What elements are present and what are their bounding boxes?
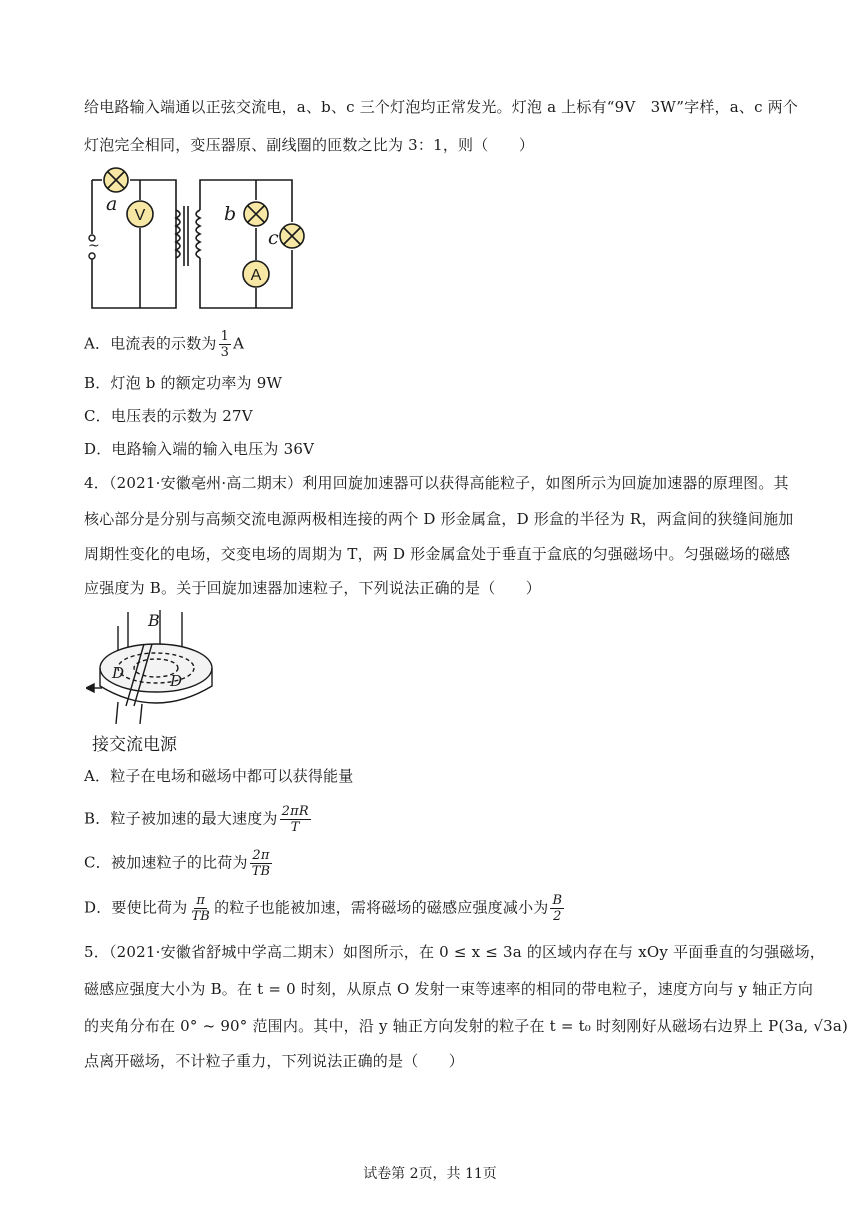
q5-line2: 磁感应强度大小为 B。在 t = 0 时刻，从原点 O 发射一束等速率的相同的带电粒子，速度方向与 y 轴正方向 bbox=[84, 980, 814, 998]
q5-line3: 的夹角分布在 0° ~ 90° 范围内。其中，沿 y 轴正方向发射的粒子在 t = t₀ 时刻刚好从磁场右边界上 P(3a, √3a) bbox=[84, 1017, 849, 1035]
q3-stem-line1: 给电路输入端通以正弦交流电，a、b、c 三个灯泡均正常发光。灯泡 a 上标有“9V 3W”字样，a、c 两个 bbox=[84, 98, 799, 116]
fraction-B-over-2 bbox=[550, 893, 564, 924]
q3-option-c[interactable]: C．电压表的示数为 27V bbox=[84, 407, 253, 425]
transformer-circuit-figure bbox=[84, 166, 314, 316]
q4-line2: 核心部分是分别与高频交流电源两极相连接的两个 D 形金属盒，D 形盒的半径为 R，两盒间的狭缝间施加 bbox=[84, 510, 794, 528]
frac-num: B bbox=[552, 893, 563, 908]
label-c: c bbox=[268, 227, 279, 249]
frac-num: 2π bbox=[252, 848, 270, 863]
label-b: b bbox=[224, 203, 237, 225]
q4-line3: 周期性变化的电场，交变电场的周期为 T，两 D 形金属盒处于垂直于盒底的匀强磁场中。匀强磁场的磁感 bbox=[84, 545, 791, 563]
frac-den: 3 bbox=[220, 345, 230, 360]
q4-line1: 4．（2021·安徽亳州·高二期末）利用回旋加速器可以获得高能粒子，如图所示为回旋加速器的原理图。其 bbox=[84, 474, 789, 492]
voltmeter-icon bbox=[127, 201, 153, 227]
q3-stem-line2: 灯泡完全相同，变压器原、副线圈的匝数之比为 3：1，则（ ） bbox=[84, 136, 535, 154]
q3-option-a-unit: A bbox=[233, 334, 245, 353]
q4-option-c-text: C．被加速粒子的比荷为 bbox=[84, 853, 248, 872]
frac-den: TB bbox=[191, 909, 211, 924]
ac-source-symbol: ~ bbox=[88, 238, 100, 254]
q4-option-d-middle: 的粒子也能被加速，需将磁场的磁感应强度减小为 bbox=[214, 898, 549, 917]
lamp-a-icon bbox=[104, 168, 128, 192]
lamp-c-icon bbox=[280, 224, 304, 248]
q4-option-c[interactable] bbox=[84, 848, 274, 879]
q5-line1: 5．（2021·安徽省舒城中学高二期末）如图所示，在 0 ≤ x ≤ 3a 的区域内存在与 xOy 平面垂直的匀强磁场， bbox=[84, 943, 825, 961]
q3-option-a[interactable] bbox=[84, 329, 244, 360]
label-B: B bbox=[148, 611, 160, 630]
ammeter-label: A bbox=[250, 267, 262, 284]
frac-den: T bbox=[290, 820, 300, 835]
page-footer: 试卷第 2页，共 11页 bbox=[363, 1166, 497, 1182]
q5-line4: 点离开磁场，不计粒子重力，下列说法正确的是（ ） bbox=[84, 1052, 465, 1070]
lamp-b-icon bbox=[244, 202, 268, 226]
q4-option-d[interactable] bbox=[84, 893, 566, 924]
label-D1: D bbox=[112, 664, 125, 682]
voltmeter-label: V bbox=[134, 207, 146, 224]
cyclotron-figure bbox=[86, 606, 236, 756]
q4-line4: 应强度为 B。关于回旋加速器加速粒子，下列说法正确的是（ ） bbox=[84, 579, 541, 597]
fraction-2pi-over-TB bbox=[250, 848, 273, 879]
fraction-one-third bbox=[219, 329, 231, 360]
q4-option-b[interactable] bbox=[84, 804, 313, 835]
label-D2: D bbox=[170, 672, 183, 690]
fraction-2piR-over-T bbox=[280, 804, 311, 835]
frac-num: π bbox=[196, 893, 206, 908]
frac-den: TB bbox=[251, 864, 271, 879]
q3-option-d[interactable]: D．电路输入端的输入电压为 36V bbox=[84, 440, 315, 458]
q3-option-a-text: A．电流表的示数为 bbox=[84, 334, 217, 353]
q4-option-b-text: B．粒子被加速的最大速度为 bbox=[84, 809, 278, 828]
q3-option-b[interactable]: B．灯泡 b 的额定功率为 9W bbox=[84, 374, 283, 392]
cyclotron-caption: 接交流电源 bbox=[92, 735, 177, 755]
frac-num: 1 bbox=[220, 329, 230, 344]
frac-num: 2πR bbox=[281, 804, 309, 819]
frac-den: 2 bbox=[553, 909, 562, 924]
ammeter-icon bbox=[243, 261, 269, 287]
q4-option-a[interactable]: A．粒子在电场和磁场中都可以获得能量 bbox=[84, 767, 354, 785]
label-a: a bbox=[106, 193, 118, 215]
q4-option-d-text: D．要使比荷为 bbox=[84, 898, 188, 917]
fraction-pi-over-TB bbox=[189, 893, 212, 924]
